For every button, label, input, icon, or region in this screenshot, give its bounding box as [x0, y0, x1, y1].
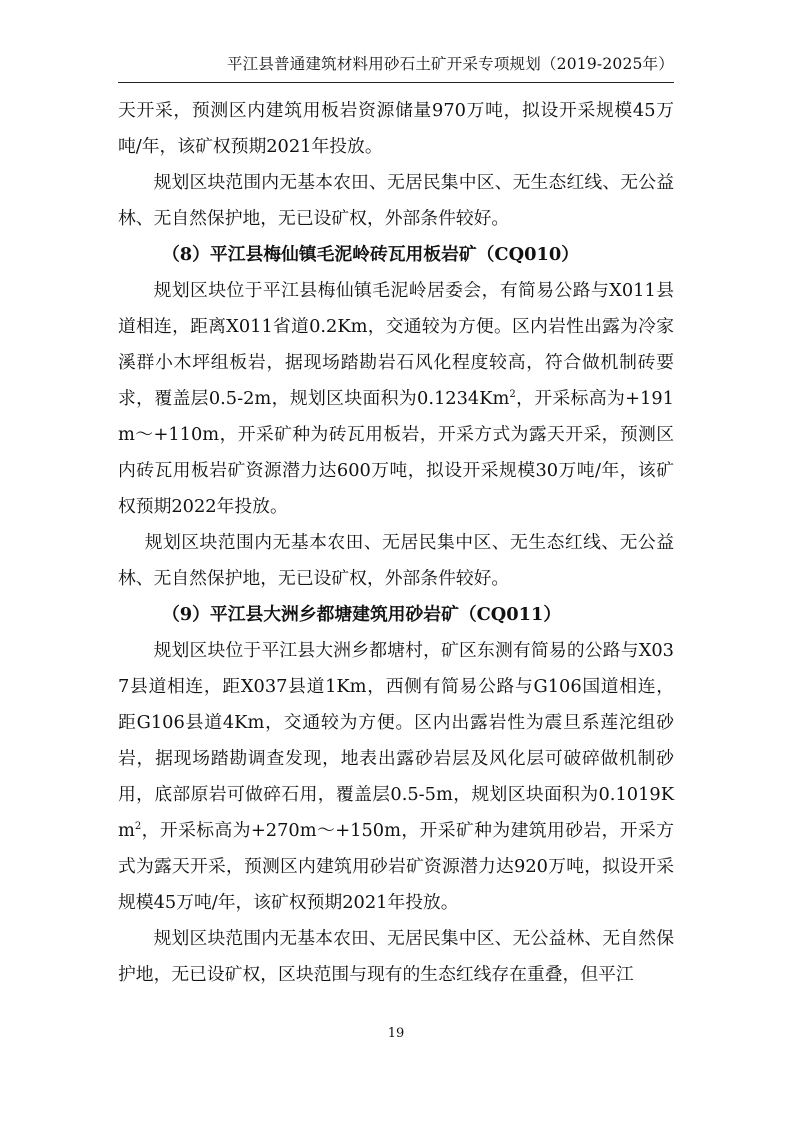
- paragraph-text: 规划区块位于平江县大洲乡都塘村，矿区东测有简易的公路与X037县道相连，距X037县道1Km，西侧有简易公路与G106国道相连，距G106县道4Km，交通较为方便。区内出露岩性为震旦系莲沱组砂岩，据现场踏勘调查发现，地表出露砂岩层及风化层可破碎做机制砂用，底部原岩可做碎石用，覆盖层0.5-5m，规划区块面积为0.1019Km: [118, 640, 674, 841]
- section-heading-cq010: （8）平江县梅仙镇毛泥岭砖瓦用板岩矿（CQ010）: [162, 244, 579, 265]
- paragraph-text: ，开采标高为+191m～+110m，开采矿种为砖瓦用板岩，开采方式为露天开采，预测区内砖瓦用板岩矿资源潜力达600万吨，拟设开采规模30万吨/年，该矿权预期2022年投放。: [118, 388, 674, 517]
- page-number: 19: [387, 1026, 405, 1041]
- paragraph-continued: 天开采，预测区内建筑用板岩资源储量970万吨，拟设开采规模45万吨/年，该矿权预期2021年投放。: [118, 100, 674, 157]
- body-text: [118, 93, 674, 993]
- paragraph-conditions-cq011: 规划区块范围内无基本农田、无居民集中区、无公益林、无自然保护地，无已设矿权，区块范围与现有的生态红线存在重叠，但平江: [118, 928, 674, 985]
- paragraph-conditions-cq010: 规划区块范围内无基本农田、无居民集中区、无生态红线、无公益林、无自然保护地，无已设矿权，外部条件较好。: [118, 532, 674, 589]
- paragraph-text: ，开采标高为+270m～+150m，开采矿种为建筑用砂岩，开采方式为露天开采，预测区内建筑用砂岩矿资源潜力达920万吨，拟设开采规模45万吨/年，该矿权预期2021年投放。: [118, 820, 674, 913]
- superscript: 2: [134, 821, 142, 832]
- header-rule: [118, 82, 674, 83]
- paragraph-description-cq010: [118, 273, 674, 525]
- running-header: 平江县普通建筑材料用砂石土矿开采专项规划（2019-2025年）: [226, 55, 674, 73]
- section-heading-cq011: （9）平江县大洲乡都塘建筑用砂岩矿（CQ011）: [162, 604, 562, 625]
- paragraph-text: 规划区块位于平江县梅仙镇毛泥岭居委会，有简易公路与X011县道相连，距离X011省道0.2Km，交通较为方便。区内岩性出露为冷家溪群小木坪组板岩，据现场踏勘岩石风化程度较高，符合做机制砖要求，覆盖层0.5-2m，规划区块面积为0.1234Km: [118, 280, 674, 409]
- paragraph-conditions-cq009: 规划区块范围内无基本农田、无居民集中区、无生态红线、无公益林、无自然保护地，无已设矿权，外部条件较好。: [118, 172, 674, 229]
- superscript: 2: [509, 389, 516, 400]
- paragraph-description-cq011: [118, 633, 674, 921]
